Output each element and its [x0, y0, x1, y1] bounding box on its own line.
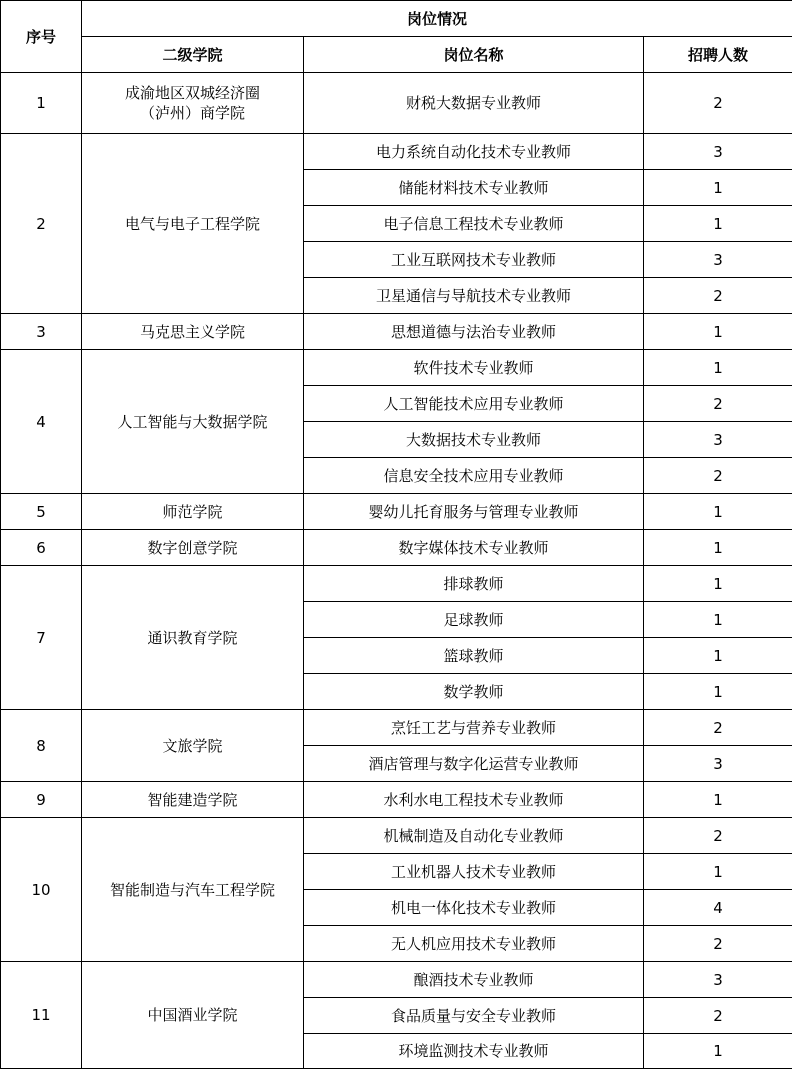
college-cell: 电气与电子工程学院	[82, 134, 304, 314]
count-cell: 2	[644, 386, 792, 422]
count-cell: 1	[644, 1034, 792, 1069]
count-cell: 2	[644, 73, 792, 134]
count-cell: 4	[644, 890, 792, 926]
count-cell: 1	[644, 206, 792, 242]
position-cell: 卫星通信与导航技术专业教师	[304, 278, 644, 314]
table-body	[1, 73, 792, 1069]
seq-cell: 11	[1, 962, 82, 1069]
count-cell: 3	[644, 134, 792, 170]
seq-cell: 6	[1, 530, 82, 566]
count-cell: 2	[644, 998, 792, 1034]
table-header	[1, 1, 792, 73]
college-line-1: 成渝地区双城经济圈	[124, 84, 260, 102]
count-cell: 1	[644, 170, 792, 206]
position-cell: 数学教师	[304, 674, 644, 710]
college-cell: 通识教育学院	[82, 566, 304, 710]
table-row	[1, 710, 792, 746]
position-cell: 烹饪工艺与营养专业教师	[304, 710, 644, 746]
position-cell: 软件技术专业教师	[304, 350, 644, 386]
position-cell: 酿酒技术专业教师	[304, 962, 644, 998]
position-cell: 电子信息工程技术专业教师	[304, 206, 644, 242]
position-cell: 排球教师	[304, 566, 644, 602]
count-cell: 3	[644, 962, 792, 998]
table-row	[1, 73, 792, 134]
header-seq: 序号	[1, 1, 82, 73]
position-cell: 机电一体化技术专业教师	[304, 890, 644, 926]
college-cell: 师范学院	[82, 494, 304, 530]
count-cell: 1	[644, 314, 792, 350]
position-cell: 环境监测技术专业教师	[304, 1034, 644, 1069]
count-cell: 2	[644, 458, 792, 494]
position-cell: 思想道德与法治专业教师	[304, 314, 644, 350]
count-cell: 1	[644, 854, 792, 890]
college-cell: 马克思主义学院	[82, 314, 304, 350]
table-row	[1, 566, 792, 602]
position-cell: 数字媒体技术专业教师	[304, 530, 644, 566]
college-cell: 智能制造与汽车工程学院	[82, 818, 304, 962]
college-cell: 人工智能与大数据学院	[82, 350, 304, 494]
college-cell: 数字创意学院	[82, 530, 304, 566]
seq-cell: 10	[1, 818, 82, 962]
position-cell: 信息安全技术应用专业教师	[304, 458, 644, 494]
position-cell: 工业互联网技术专业教师	[304, 242, 644, 278]
position-cell: 储能材料技术专业教师	[304, 170, 644, 206]
table-row	[1, 134, 792, 170]
position-cell: 篮球教师	[304, 638, 644, 674]
header-college: 二级学院	[82, 37, 304, 73]
position-cell: 人工智能技术应用专业教师	[304, 386, 644, 422]
college-cell: 文旅学院	[82, 710, 304, 782]
header-count: 招聘人数	[644, 37, 792, 73]
position-cell: 电力系统自动化技术专业教师	[304, 134, 644, 170]
count-cell: 3	[644, 242, 792, 278]
count-cell: 1	[644, 494, 792, 530]
seq-cell: 1	[1, 73, 82, 134]
table-row	[1, 962, 792, 998]
count-cell: 2	[644, 278, 792, 314]
count-cell: 1	[644, 602, 792, 638]
position-cell: 食品质量与安全专业教师	[304, 998, 644, 1034]
count-cell: 1	[644, 566, 792, 602]
position-cell: 机械制造及自动化专业教师	[304, 818, 644, 854]
position-cell: 财税大数据专业教师	[304, 73, 644, 134]
position-cell: 水利水电工程技术专业教师	[304, 782, 644, 818]
header-position-group: 岗位情况	[82, 1, 792, 37]
seq-cell: 8	[1, 710, 82, 782]
table-row	[1, 494, 792, 530]
header-position-name: 岗位名称	[304, 37, 644, 73]
seq-cell: 4	[1, 350, 82, 494]
table-row	[1, 818, 792, 854]
position-cell: 无人机应用技术专业教师	[304, 926, 644, 962]
position-cell: 酒店管理与数字化运营专业教师	[304, 746, 644, 782]
table-row	[1, 314, 792, 350]
position-cell: 大数据技术专业教师	[304, 422, 644, 458]
position-cell: 婴幼儿托育服务与管理专业教师	[304, 494, 644, 530]
count-cell: 1	[644, 638, 792, 674]
table-row	[1, 530, 792, 566]
count-cell: 1	[644, 530, 792, 566]
college-cell: 中国酒业学院	[82, 962, 304, 1069]
position-cell: 足球教师	[304, 602, 644, 638]
count-cell: 1	[644, 674, 792, 710]
college-line-2: （泸州）商学院	[139, 104, 245, 122]
seq-cell: 5	[1, 494, 82, 530]
count-cell: 2	[644, 710, 792, 746]
table-row	[1, 782, 792, 818]
position-cell: 工业机器人技术专业教师	[304, 854, 644, 890]
seq-cell: 9	[1, 782, 82, 818]
count-cell: 3	[644, 422, 792, 458]
count-cell: 2	[644, 926, 792, 962]
college-cell: 智能建造学院	[82, 782, 304, 818]
count-cell: 3	[644, 746, 792, 782]
count-cell: 1	[644, 782, 792, 818]
seq-cell: 2	[1, 134, 82, 314]
table-row	[1, 350, 792, 386]
count-cell: 2	[644, 818, 792, 854]
count-cell: 1	[644, 350, 792, 386]
seq-cell: 3	[1, 314, 82, 350]
seq-cell: 7	[1, 566, 82, 710]
college-cell	[82, 73, 304, 134]
